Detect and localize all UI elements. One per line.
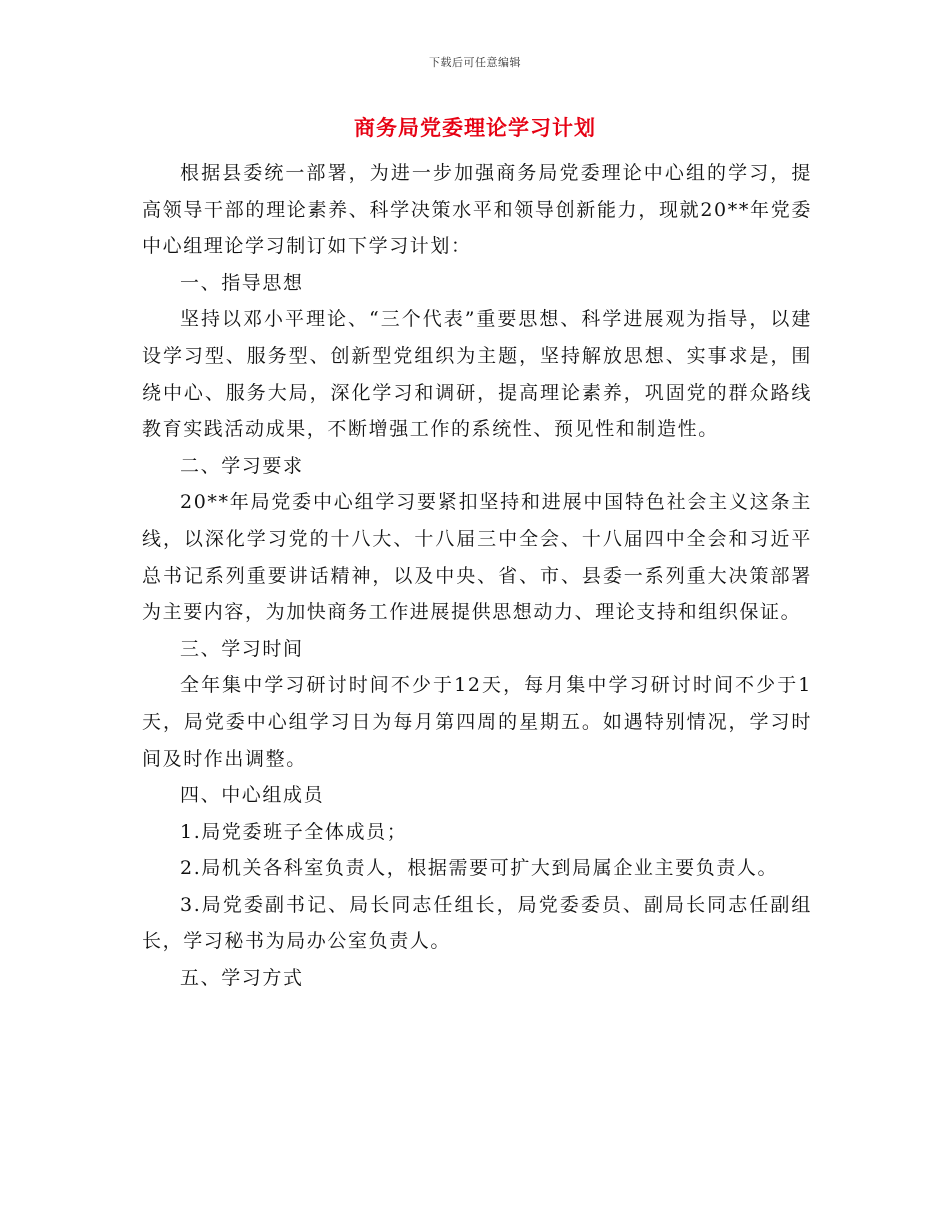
intro-paragraph: 根据县委统一部署，为进一步加强商务局党委理论中心组的学习，提高领导干部的理论素养、科学决策水平和领导创新能力，现就20**年党委中心组理论学习制订如下学习计划： <box>142 162 812 258</box>
member-item-2: 2.局机关各科室负责人，根据需要可扩大到局属企业主要负责人。 <box>180 857 779 880</box>
section-heading-study-methods: 五、学习方式 <box>180 967 304 990</box>
section-heading-guiding-thought: 一、指导思想 <box>180 271 304 294</box>
study-time-paragraph: 全年集中学习研讨时间不少于12天，每月集中学习研讨时间不少于1天，局党委中心组学习日为每月第四周的星期五。如遇特别情况，学习时间及时作出调整。 <box>142 674 812 770</box>
document-title: 商务局党委理论学习计划 <box>354 115 596 140</box>
section-heading-study-time: 三、学习时间 <box>180 637 304 660</box>
member-item-1: 1.局党委班子全体成员； <box>180 820 408 843</box>
document-body <box>142 155 812 997</box>
guiding-thought-paragraph: 坚持以邓小平理论、“三个代表”重要思想、科学进展观为指导，以建设学习型、服务型、创新型党组织为主题，坚持解放思想、实事求是，围绕中心、服务大局，深化学习和调研，提高理论素养，巩固党的群众路线教育实践活动成果，不断增强工作的系统性、预见性和制造性。 <box>142 308 812 441</box>
section-heading-group-members: 四、中心组成员 <box>180 784 325 807</box>
section-heading-study-requirements: 二、学习要求 <box>180 454 304 477</box>
header-note: 下载后可任意编辑 <box>429 56 521 69</box>
member-item-3: 3.局党委副书记、局长同志任组长，局党委委员、副局长同志任副组长，学习秘书为局办公室负责人。 <box>142 893 812 953</box>
study-requirements-paragraph: 20**年局党委中心组学习要紧扣坚持和进展中国特色社会主义这条主线，以深化学习党的十八大、十八届三中全会、十八届四中全会和习近平总书记系列重要讲话精神，以及中央、省、市、县委一系列重大决策部署为主要内容，为加快商务工作进展提供思想动力、理论支持和组织保证。 <box>142 491 812 624</box>
